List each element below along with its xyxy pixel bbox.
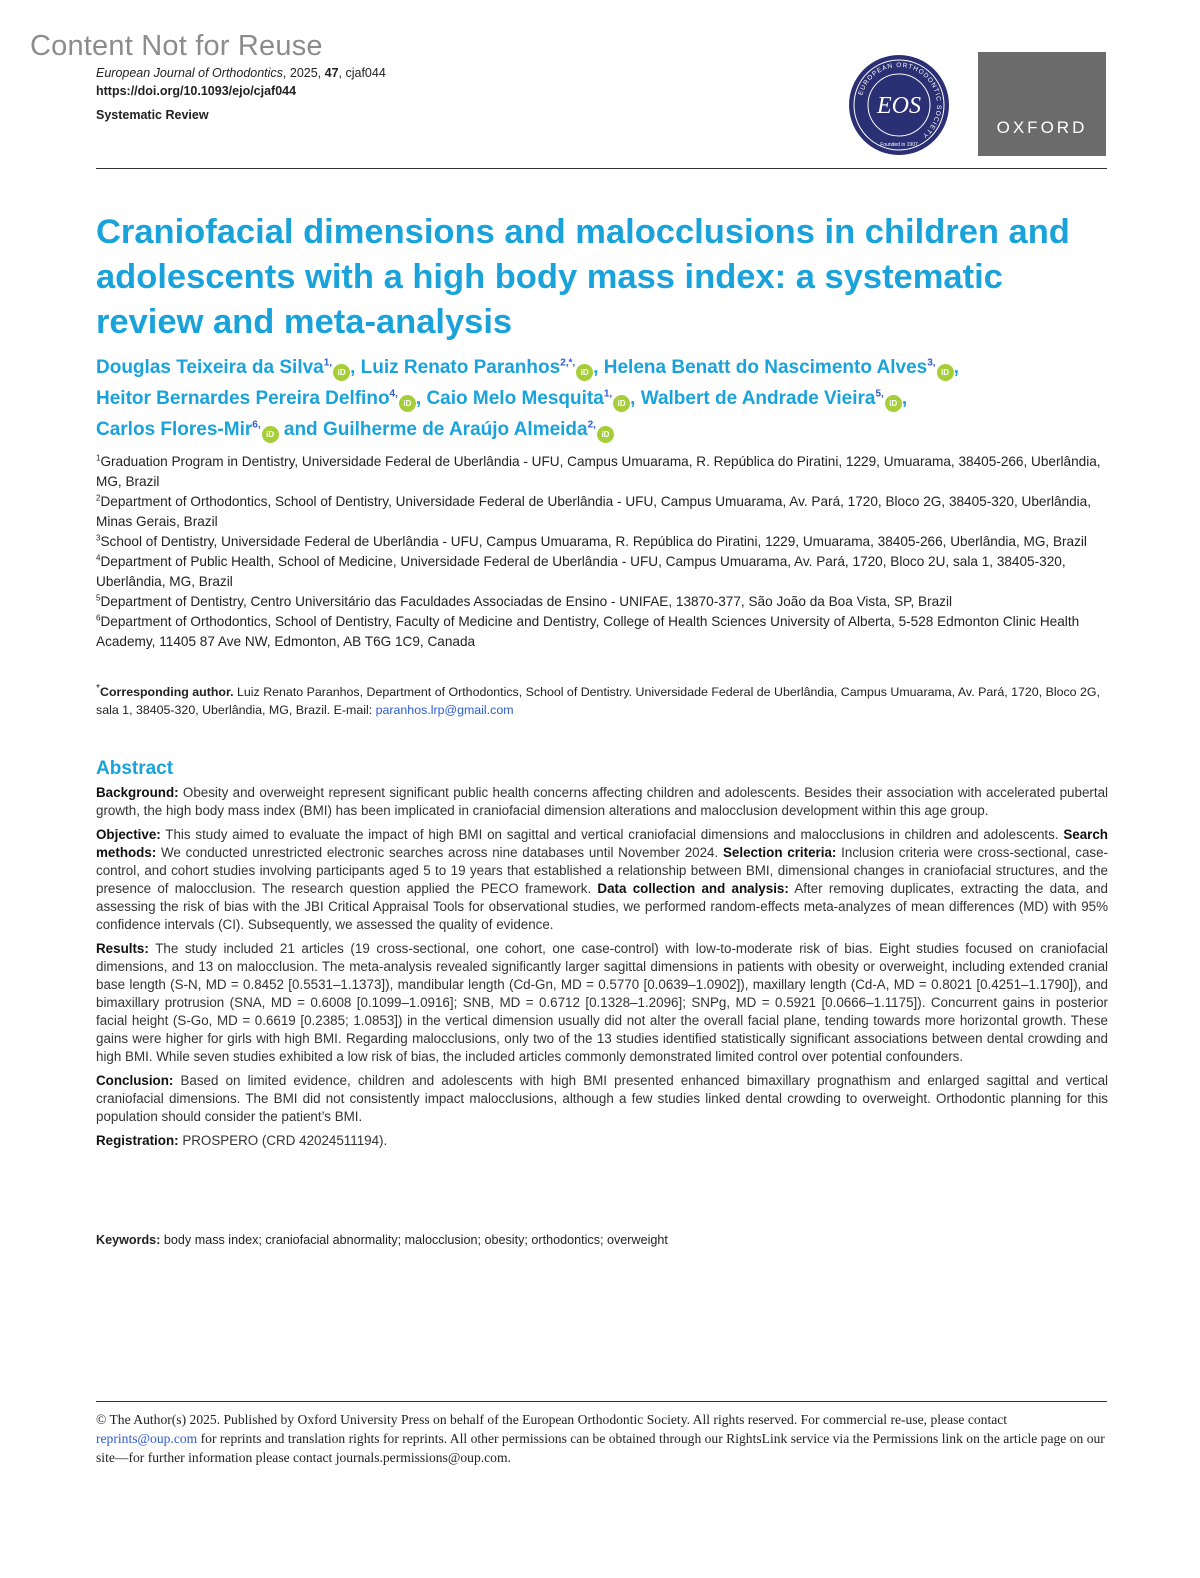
affiliation-text: Department of Orthodontics, School of Dentistry, Faculty of Medicine and Dentistry, College of Health Sciences University of Alberta, 5-528 Edmonton Clinic Health Academy, 11405 87 Ave NW, Edmonton, AB T6G 1C9, Canada <box>96 614 1080 649</box>
author-affiliation-ref: 6, <box>252 419 261 431</box>
author-affiliation-ref: 2,*, <box>560 357 576 369</box>
conclusion-text: Based on limited evidence, children and adolescents with high BMI presented enhanced bimaxillary prognathism and enlarged sagittal and vertical craniofacial dimensions. The BMI did not consistently impact malocclusions, although a few studies linked dental crowding to overweight. Orthodontic planning for this population should consider the patient’s BMI. <box>96 1073 1108 1124</box>
registration-label: Registration: <box>96 1133 179 1148</box>
journal-year: , 2025, <box>282 66 325 80</box>
author-name[interactable]: Douglas Teixeira da Silva <box>96 357 324 378</box>
affiliation-list <box>96 452 1108 652</box>
orcid-icon[interactable]: iD <box>576 364 593 381</box>
oxford-logo <box>978 52 1106 156</box>
copyright-text-part1: © The Author(s) 2025. Published by Oxford University Press on behalf of the European Orthodontic Society. All rights reserved. For commercial re-use, please contact <box>96 1412 1008 1427</box>
abstract-heading: Abstract <box>96 758 174 779</box>
data-collection-text: After removing duplicates, extracting the data, and assessing the risk of bias with the JBI Critical Appraisal Tools for observational studies, we performed random-effects meta-analyzes of mean differences (MD) with 95% confidence intervals (CI). Subsequently, we assessed the quality of evidence. <box>96 881 1109 932</box>
keywords <box>96 1231 1108 1249</box>
orcid-icon[interactable]: iD <box>262 426 279 443</box>
affiliation-text: School of Dentistry, Universidade Federal de Uberlândia - UFU, Campus Umuarama, R. República do Piratini, 1229, Umuarama, 38405-266, Uberlândia, MG, Brazil <box>100 534 1087 549</box>
author-affiliation-ref: 4, <box>389 388 398 400</box>
journal-article-id: , cjaf044 <box>338 66 386 80</box>
oxford-logo-text: OXFORD <box>996 118 1088 137</box>
orcid-icon[interactable]: iD <box>333 364 350 381</box>
corresponding-text: Luiz Renato Paranhos, Department of Orthodontics, School of Dentistry. Universidade Federal de Uberlândia, Campus Umuarama, Av. Pará, 1720, Bloco 2G, sala 1, 38405-320, Uberlândia, MG, Brazil. E-mail: <box>96 685 1100 718</box>
watermark: Content Not for Reuse <box>30 30 323 62</box>
copyright-text-part2: for reprints and translation rights for reprints. All other permissions can be obtained through our RightsLink service via the Permissions link on the article page on our site—for further information please contact journals.permissions@oup.com. <box>96 1431 1105 1465</box>
results-label: Results: <box>96 941 149 956</box>
author-name[interactable]: Caio Melo Mesquita <box>426 388 604 409</box>
orcid-icon[interactable]: iD <box>613 395 630 412</box>
selection-criteria-label: Selection criteria: <box>722 845 837 860</box>
corresponding-mark: * <box>96 683 101 694</box>
affiliation-number: 2 <box>96 493 101 503</box>
objective-text: This study aimed to evaluate the impact of high BMI on sagittal and vertical craniofacial dimensions and malocclusions in children and adolescents. <box>160 827 1064 842</box>
article-type: Systematic Review <box>96 108 209 122</box>
abstract-objective <box>96 826 1108 934</box>
abstract-results <box>96 940 1108 1066</box>
affiliation-item <box>96 452 1108 492</box>
eos-ring-text: EUROPEAN ORTHODONTIC SOCIETY <box>857 61 943 140</box>
results-text: The study included 21 articles (19 cross-sectional, one cohort, one case-control) with low-to-moderate risk of bias. Eight studies focused on craniofacial dimensions, and 13 on malocclusion. The meta-analysis revealed significantly larger sagittal dimensions in patients with obesity or overweight, including extended cranial base length (S-N, MD = 0.8452 [0.5531–1.1373]), mandibular length (Cd-Gn, MD = 0.5770 [0.0639–1.0902]), maxillary length (Cd-A, MD = 0.8021 [0.4251–1.1790]), and bimaxillary protrusion (SNA, MD = 0.6008 [0.1099–1.0916]; SNB, MD = 0.6712 [0.1328–1.2096]; SNPg, MD = 0.5921 [0.0666–1.1175]). Concurrent gains in posterior facial height (S-Go, MD = 0.6619 [0.2385; 1.0853]) in the vertical dimension usually did not alter the overall facial plane, tending towards more horizontal growth. These gains were higher for girls with high BMI. Regarding malocclusions, only two of the 13 studies identified statistically significant associations between dental crowding and high BMI. While seven studies exhibited a low risk of bias, the included articles commonly demonstrated limited control over potential confounders. <box>96 941 1108 1064</box>
orcid-icon[interactable]: iD <box>399 395 416 412</box>
author-name[interactable]: Luiz Renato Paranhos <box>360 357 561 378</box>
abstract-conclusion <box>96 1072 1108 1126</box>
author-affiliation-ref: 2, <box>587 419 596 431</box>
copyright-footer <box>96 1410 1108 1467</box>
author-name[interactable]: Heitor Bernardes Pereira Delfino <box>96 388 390 409</box>
affiliation-item <box>96 612 1108 652</box>
article-title: Craniofacial dimensions and malocclusions in children and adolescents with a high body mass index: a systematic review and meta-analysis <box>96 213 1070 341</box>
orcid-icon[interactable]: iD <box>885 395 902 412</box>
author-name[interactable]: Guilherme de Araújo Almeida <box>322 419 588 440</box>
selection-criteria-text: Inclusion criteria were cross-sectional, case-control, and cohort studies involving participants aged 5 to 19 years that established a relationship between BMI, dimensional changes in craniofacial structures, and the presence of malocclusion. The research question applied the PECO framework. <box>96 845 1109 896</box>
background-text: Obesity and overweight represent significant public health concerns affecting children and adolescents. Besides their association with accelerated pubertal growth, the high body mass index (BMI) has been implicated in craniofacial dimension alterations and malocclusion development within this age group. <box>96 785 1108 818</box>
abstract-body <box>96 784 1108 1156</box>
journal-name: European Journal of Orthodontics <box>96 66 283 80</box>
search-methods-label: Search methods: <box>96 827 1108 860</box>
affiliation-number: 3 <box>96 533 101 543</box>
affiliation-text: Department of Dentistry, Centro Universitário das Faculdades Associadas de Ensino - UNIFAE, 13870-377, São João da Boa Vista, SP, Brazil <box>100 594 953 609</box>
eos-founded-text: Founded in 1907 <box>880 142 918 148</box>
author-affiliation-ref: 3, <box>927 357 936 369</box>
search-methods-text: We conducted unrestricted electronic searches across nine databases until November 2024. <box>156 845 723 860</box>
affiliation-number: 6 <box>96 613 101 623</box>
doi-link[interactable]: https://doi.org/10.1093/ejo/cjaf044 <box>96 84 297 98</box>
author-separator: , <box>593 357 604 378</box>
abstract-registration <box>96 1132 1108 1150</box>
footer-divider <box>96 1401 1107 1402</box>
author-separator: , <box>415 388 427 409</box>
author-separator: , <box>630 388 641 409</box>
author-separator: , <box>350 357 361 378</box>
keywords-label: Keywords: <box>96 1233 161 1247</box>
author-name[interactable]: Helena Benatt do Nascimento Alves <box>603 357 928 378</box>
keywords-text: body mass index; craniofacial abnormality; malocclusion; obesity; orthodontics; overweight <box>160 1233 668 1247</box>
affiliation-text: Department of Orthodontics, School of Dentistry, Universidade Federal de Uberlândia - UFU, Campus Umuarama, Av. Pará, 1720, Bloco 2G, 38405-320, Uberlândia, Minas Gerais, Brazil <box>96 494 1092 529</box>
conclusion-label: Conclusion: <box>96 1073 174 1088</box>
background-label: Background: <box>96 785 179 800</box>
author-affiliation-ref: 1, <box>603 388 613 400</box>
author-separator: , <box>901 388 908 409</box>
affiliation-number: 1 <box>96 453 101 463</box>
affiliation-item <box>96 532 1108 552</box>
author-separator: and <box>278 419 323 440</box>
data-collection-label: Data collection and analysis: <box>597 881 789 896</box>
registration-text: PROSPERO (CRD 42024511194). <box>178 1133 388 1148</box>
eos-logo-text: EOS <box>877 93 921 119</box>
affiliation-text: Department of Public Health, School of Medicine, Universidade Federal de Uberlândia - UFU, Campus Umuarama, Av. Pará, 1720, Bloco 2U, sala 1, 38405-320, Uberlândia, MG, Brazil <box>96 554 1066 589</box>
affiliation-number: 5 <box>96 593 101 603</box>
corresponding-author <box>96 680 1108 719</box>
corresponding-email-link[interactable]: paranhos.lrp@gmail.com <box>375 703 514 718</box>
reprints-email-link[interactable]: reprints@oup.com <box>96 1431 198 1446</box>
author-affiliation-ref: 5, <box>875 388 884 400</box>
eos-logo-icon <box>848 54 950 156</box>
journal-citation <box>96 64 386 82</box>
corresponding-label: Corresponding author. <box>100 685 234 700</box>
header-divider <box>96 168 1107 169</box>
affiliation-number: 4 <box>96 553 101 563</box>
journal-meta <box>96 64 386 124</box>
affiliation-text: Graduation Program in Dentistry, Universidade Federal de Uberlândia - UFU, Campus Umuarama, R. República do Piratini, 1229, Umuarama, 38405-266, Uberlândia, MG, Brazil <box>96 454 1101 489</box>
affiliation-item <box>96 552 1108 592</box>
affiliation-item <box>96 592 1108 612</box>
author-name[interactable]: Carlos Flores-Mir <box>96 419 253 440</box>
orcid-icon[interactable]: iD <box>937 364 954 381</box>
author-affiliation-ref: 1, <box>323 357 333 369</box>
affiliation-item <box>96 492 1108 532</box>
author-list <box>96 352 1116 445</box>
orcid-icon[interactable]: iD <box>597 426 614 443</box>
journal-volume: 47 <box>324 66 339 80</box>
author-separator: , <box>953 357 959 378</box>
abstract-background <box>96 784 1108 820</box>
objective-label: Objective: <box>96 827 161 842</box>
author-name[interactable]: Walbert de Andrade Vieira <box>640 388 876 409</box>
